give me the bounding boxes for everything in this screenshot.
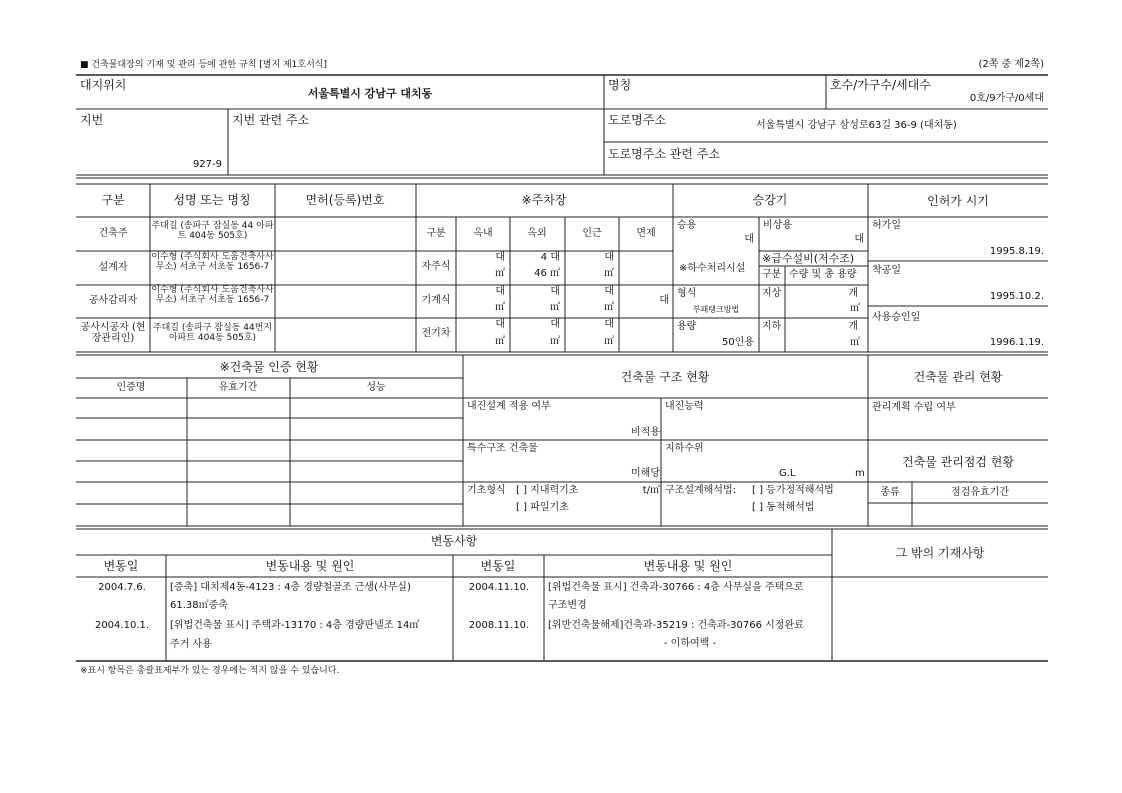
owner-name: 주대길 (송파구 잠실동 44 아파트 404동 505호)	[151, 221, 274, 241]
other-notes-title: 그 밖의 기재사항	[895, 546, 985, 560]
parking-mech-nearby-area: ㎡	[604, 302, 614, 313]
parking-row-mechanical: 기계식	[421, 295, 451, 306]
water-quantity-label: 수량 및 총 용량	[789, 269, 857, 280]
emergency-elevator-unit: 대	[854, 234, 864, 245]
cert-name-header: 인증명	[116, 382, 146, 393]
permit-date-label: 허가일	[872, 220, 901, 231]
parking-mech-outdoor-area: ㎡	[550, 302, 560, 313]
lot-related-label: 지번 관련 주소	[232, 113, 310, 127]
foundation-label: 기초형식	[467, 485, 506, 496]
seismic-design-value: 비적용	[631, 427, 660, 438]
role-designer: 설계자	[98, 262, 128, 273]
end-of-entries: - 이하여백 -	[663, 638, 717, 649]
changes-content-header-right: 변동내용 및 원인	[643, 559, 733, 573]
parking-mech-indoor-area: ㎡	[495, 302, 505, 313]
changes-title: 변동사항	[430, 534, 478, 548]
parking-mech-outdoor: 대	[550, 286, 560, 297]
supervisor-name: 이수형 (주식회사 도움건축사사무소) 서초구 서초동 1656-7	[151, 285, 274, 305]
location-label: 대지위치	[80, 78, 127, 92]
above-ground-label: 지상	[762, 288, 782, 299]
change-content-line: 주거 사용	[170, 639, 212, 650]
parking-ev-nearby: 대	[604, 319, 614, 330]
seismic-ability-label: 내진능력	[665, 401, 704, 412]
changes-content-header-left: 변동내용 및 원인	[265, 559, 355, 573]
change-date: 2004.10.1.	[94, 620, 150, 631]
road-address-label: 도로명주소	[608, 113, 666, 127]
approval-date-label: 사용승인일	[872, 312, 921, 323]
lot-label: 지번	[80, 113, 104, 127]
water-type-label: 구분	[762, 269, 782, 280]
parking-indoor-header: 옥내	[473, 228, 493, 239]
groundwater-label: 지하수위	[665, 443, 704, 454]
road-related-label: 도로명주소 관련 주소	[608, 147, 720, 161]
change-content-line: [위법건축물 표시] 건축과-30766 : 4층 사무실을 주택으로	[548, 582, 804, 593]
seismic-design-label: 내진설계 적용 여부	[467, 401, 551, 412]
people-name-header: 성명 또는 명칭	[173, 193, 251, 207]
above-ground-area-unit: ㎡	[850, 303, 860, 314]
change-date: 2004.11.10.	[468, 582, 530, 593]
parking-mech-nearby: 대	[604, 286, 614, 297]
management-title: 건축물 관리 현황	[913, 370, 1003, 384]
parking-exempt-value: 대	[659, 295, 669, 306]
parking-ev-outdoor-area: ㎡	[550, 336, 560, 347]
form-value: 부패탱크방법	[692, 305, 740, 314]
lot-value: 927-9	[192, 159, 222, 170]
elevator-title: 승강기	[752, 193, 788, 207]
management-plan-label: 관리계획 수립 여부	[872, 402, 956, 413]
cert-period-header: 유효기간	[218, 382, 258, 393]
below-ground-count-unit: 개	[848, 321, 858, 332]
parking-nearby-header: 인근	[582, 228, 602, 239]
change-content-line: [위반건축물해제]건축과-35219 : 건축과-30766 시정완료	[548, 620, 804, 631]
analysis-method-label: 구조설계해석법:	[665, 485, 736, 496]
form-label: 형식	[677, 288, 697, 299]
parking-self-outdoor-area: 46 ㎡	[534, 268, 560, 279]
groundwater-value: G.L	[779, 468, 796, 479]
inspection-title: 건축물 관리점검 현황	[902, 455, 1014, 469]
footnote: ※표시 항목은 총괄표제부가 있는 경우에는 적지 않을 수 있습니다.	[80, 666, 340, 676]
parking-row-self: 자주식	[421, 261, 451, 272]
start-date-value: 1995.10.2.	[989, 291, 1044, 302]
approval-date-value: 1996.1.19.	[989, 337, 1044, 348]
parking-exempt-header: 면제	[636, 228, 656, 239]
permit-date-value: 1995.8.19.	[989, 246, 1044, 257]
permit-title: 인허가 시기	[927, 194, 989, 208]
units-value: 0호/9가구/0세대	[969, 93, 1044, 104]
parking-ev-nearby-area: ㎡	[604, 336, 614, 347]
road-address-value: 서울특별시 강남구 삼성로63길 36-9 (대치동)	[756, 120, 957, 131]
parking-self-nearby-area: ㎡	[604, 268, 614, 279]
parking-ev-outdoor: 대	[550, 319, 560, 330]
foundation-option-pile[interactable]: [ ] 파일기초	[516, 502, 569, 513]
analysis-option-static[interactable]: [ ] 등가정적해석법	[752, 485, 834, 496]
location-value: 서울특별시 강남구 대치동	[307, 87, 433, 100]
sewage-facility-label: ※하수처리시설	[679, 263, 746, 274]
emergency-elevator-label: 비상용	[763, 220, 792, 231]
special-structure-label: 특수구조 건축물	[467, 443, 538, 454]
passenger-elevator-label: 승용	[677, 220, 697, 231]
capacity-label: 용량	[677, 321, 697, 332]
inspection-kind-header: 종류	[880, 487, 900, 498]
rule-reference: ■ 건축물대장의 기재 및 관리 등에 관한 규칙 [별지 제1호서식]	[80, 60, 327, 70]
page-indicator: (2쪽 중 제2쪽)	[978, 59, 1044, 70]
parking-self-indoor: 대	[495, 252, 505, 263]
people-license-header: 면허(등록)번호	[305, 193, 385, 207]
certification-title: ※건축물 인증 현황	[219, 360, 319, 374]
above-ground-count-unit: 개	[848, 288, 858, 299]
change-content-line: [위법건축물 표시] 주택과-13170 : 4층 경량판넬조 14㎡	[170, 620, 420, 631]
parking-self-outdoor: 4 대	[540, 252, 560, 263]
people-type-header: 구분	[101, 193, 125, 207]
parking-ev-indoor: 대	[495, 319, 505, 330]
change-date: 2008.11.10.	[468, 620, 530, 631]
special-structure-value: 미해당	[631, 468, 660, 479]
change-date: 2004.7.6.	[98, 582, 146, 593]
parking-self-nearby: 대	[604, 252, 614, 263]
change-content-line: [증축] 대치제4동-4123 : 4층 경량철골조 근생(사무실)	[170, 582, 411, 593]
parking-self-indoor-area: ㎡	[495, 268, 505, 279]
contractor-name: 주대길 (송파구 잠실동 44번지 아파트 404동 505호)	[152, 323, 273, 343]
structure-title: 건축물 구조 현황	[620, 370, 710, 384]
role-contractor: 공사시공자 (현장관리인)	[80, 322, 146, 344]
foundation-unit: t/㎡	[642, 485, 660, 496]
role-owner: 건축주	[98, 228, 128, 239]
role-supervisor: 공사감리자	[88, 295, 138, 306]
below-ground-label: 지하	[762, 321, 782, 332]
parking-outdoor-header: 옥외	[527, 228, 547, 239]
changes-date-header-right: 변동일	[480, 559, 516, 573]
change-content-line: 구조변경	[548, 600, 587, 611]
designer-name: 이수형 (주식회사 도움건축사사무소) 서초구 서초동 1656-7	[151, 252, 274, 272]
units-label: 호수/가구수/세대수	[830, 78, 931, 92]
groundwater-unit: m	[855, 468, 865, 479]
parking-title: ※주차장	[521, 193, 567, 207]
changes-date-header-left: 변동일	[103, 559, 139, 573]
inspection-valid-header: 점검유효기간	[951, 487, 1009, 498]
parking-type-header: 구분	[426, 228, 446, 239]
analysis-option-dynamic[interactable]: [ ] 동적해석법	[752, 502, 815, 513]
parking-mech-indoor: 대	[495, 286, 505, 297]
name-label: 명칭	[608, 78, 632, 92]
start-date-label: 착공일	[872, 265, 901, 276]
cert-performance-header: 성능	[366, 382, 386, 393]
water-supply-label: ※급수설비(저수조)	[762, 252, 855, 265]
parking-row-ev: 전기차	[421, 328, 451, 339]
below-ground-area-unit: ㎡	[850, 337, 860, 348]
foundation-option-bearing[interactable]: [ ] 지내력기초	[516, 485, 579, 496]
passenger-elevator-unit: 대	[744, 234, 754, 245]
capacity-value: 50인용	[721, 337, 754, 348]
change-content-line: 61.38㎡증축	[170, 600, 228, 611]
parking-ev-indoor-area: ㎡	[495, 336, 505, 347]
